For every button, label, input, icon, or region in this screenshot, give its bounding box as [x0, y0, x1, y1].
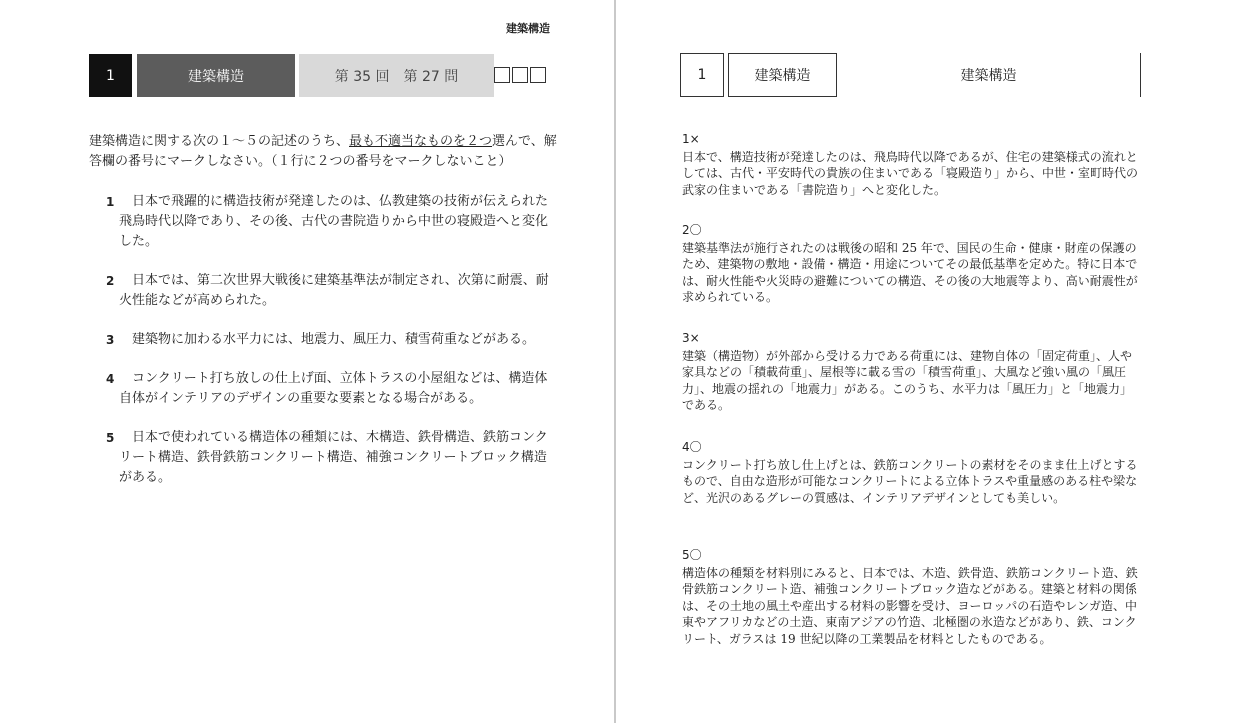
- answer-mark: 1×: [682, 132, 700, 146]
- option-item: [106, 428, 558, 488]
- option-number: 5: [106, 431, 115, 445]
- check-box-3[interactable]: [530, 67, 546, 83]
- check-box-2[interactable]: [512, 67, 528, 83]
- answer-item-1: [682, 131, 1142, 198]
- option-number: 3: [106, 333, 115, 347]
- check-box-1[interactable]: [494, 67, 510, 83]
- intro-text-pre: 建築構造に関する次の１～５の記述のうち、: [89, 134, 350, 149]
- page-divider: [614, 0, 616, 723]
- answer-mark: 5〇: [682, 548, 702, 562]
- question-intro: [89, 132, 559, 172]
- intro-text-post: 選んで、解答欄の番号にマークしなさい。（１行に２つの番号をマークしないこと）: [89, 134, 557, 169]
- option-item: [106, 330, 558, 350]
- option-item: [106, 192, 558, 252]
- answer-category-box: 建築構造: [728, 53, 837, 97]
- answer-number-box: 1: [680, 53, 724, 97]
- option-number: 2: [106, 274, 115, 288]
- answer-text: 建築基準法が施行されたのは戦後の昭和 25 年で、国民の生命・健康・財産の保護のため、建築物の敷地・設備・構造・用途についてその最低基準を定めた。特に日本では、耐火性能や火災時の避難についての構造、その後の大地震等より、高い耐震性が求められている。: [682, 240, 1138, 304]
- question-header: [89, 54, 494, 97]
- option-text: 日本で飛躍的に構造技術が発達したのは、仏教建築の技術が伝えられた飛鳥時代以降であり、その後、古代の書院造りから中世の寝殿造へと変化した。: [119, 194, 549, 249]
- answer-item-4: [682, 439, 1142, 506]
- option-text: 日本では、第二次世界大戦後に建築基準法が制定され、次第に耐震、耐火性能などが高められた。: [119, 273, 549, 308]
- option-number: 4: [106, 372, 115, 386]
- question-category: 建築構造: [137, 54, 295, 97]
- running-head: 建築構造: [506, 22, 550, 35]
- question-number: 1: [89, 54, 132, 97]
- intro-text-underlined: 最も不適当なものを２つ: [349, 134, 493, 149]
- answer-text: コンクリート打ち放し仕上げとは、鉄筋コンクリートの素材をそのまま仕上げとするもので、自由な造形が可能なコンクリートによる立体トラスや重量感のある柱や梁など、光沢のあるグレーの質感は、インテリアデザインとしても美しい。: [682, 457, 1138, 505]
- check-boxes: [494, 67, 546, 83]
- answer-item-3: [682, 330, 1142, 414]
- answer-text: 構造体の種類を材料別にみると、日本では、木造、鉄骨造、鉄筋コンクリート造、鉄骨鉄筋コンクリート造、補強コンクリートブロック造などがある。建築と材料の関係は、その土地の風土や産出する材料の影響を受け、ヨーロッパの石造やレンガ造、中東やアフリカなどの土造、東南アジアの竹造、北極圏の氷造などがあり、鉄、コンクリート、ガラスは 19 世紀以降の工業製品を材料としたものである。: [682, 565, 1138, 646]
- answer-mark: 2〇: [682, 223, 702, 237]
- answer-item-2: [682, 222, 1142, 306]
- options-list: [106, 192, 558, 507]
- option-item: [106, 271, 558, 311]
- answer-header: [680, 53, 1141, 97]
- answer-text: 建築（構造物）が外部から受ける力である荷重には、建物自体の「固定荷重」、人や家具などの「積載荷重」、屋根等に載る雪の「積雪荷重」、大風など強い風の「風圧力」、地震の揺れの「地震力」がある。このうち、水平力は「風圧力」と「地震力」である。: [682, 348, 1133, 412]
- answer-title: 建築構造: [837, 53, 1141, 97]
- answer-text: 日本で、構造技術が発達したのは、飛鳥時代以降であるが、住宅の建築様式の流れとしては、古代・平安時代の貴族の住まいである「寝殿造り」から、中世・室町時代の武家の住まいである「書院造り」へと変化した。: [682, 149, 1139, 197]
- option-text: 日本で使われている構造体の種類には、木構造、鉄骨構造、鉄筋コンクリート構造、鉄骨鉄筋コンクリート構造、補強コンクリートブロック構造がある。: [119, 430, 548, 485]
- answer-mark: 4〇: [682, 440, 702, 454]
- option-number: 1: [106, 195, 115, 209]
- answer-mark: 3×: [682, 331, 700, 345]
- option-item: [106, 369, 558, 409]
- option-text: コンクリート打ち放しの仕上げ面、立体トラスの小屋組などは、構造体自体がインテリアのデザインの重要な要素となる場合がある。: [119, 371, 548, 406]
- exam-info: 第 35 回 第 27 問: [299, 54, 494, 97]
- option-text: 建築物に加わる水平力には、地震力、風圧力、積雪荷重などがある。: [132, 332, 536, 347]
- answer-item-5: [682, 547, 1142, 647]
